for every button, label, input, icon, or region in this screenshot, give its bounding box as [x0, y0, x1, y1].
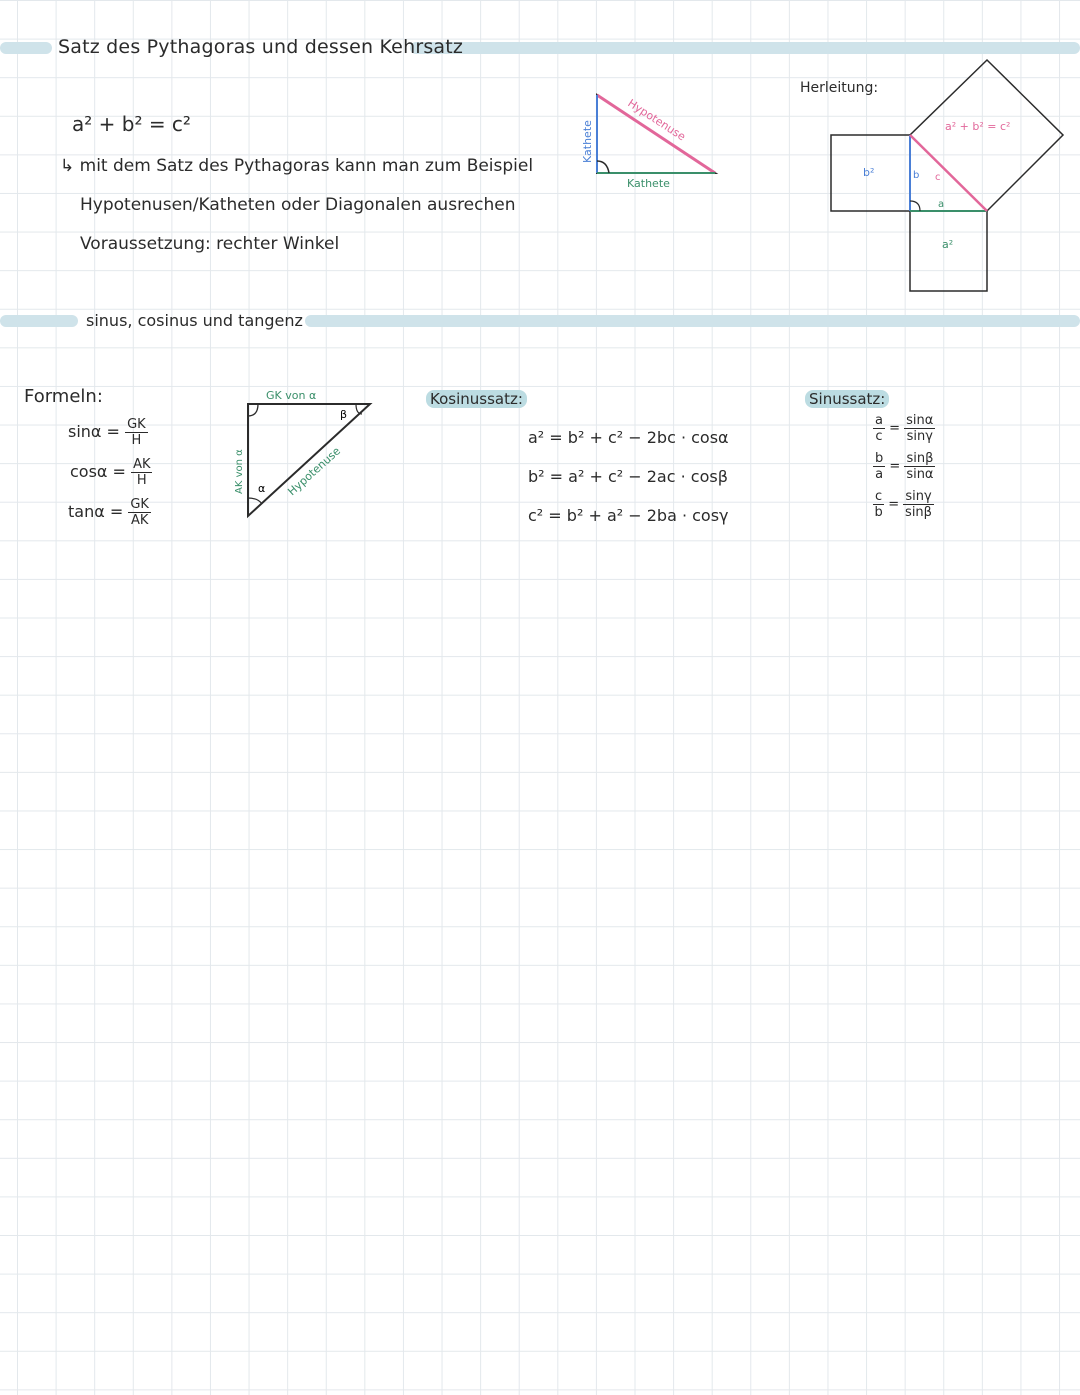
voraussetzung-label: Voraussetzung: [80, 234, 211, 254]
trig-triangle [228, 386, 378, 521]
sinus-row2-lnum: b [875, 451, 884, 466]
sinus-row2-lden: a [875, 467, 884, 482]
sinus-row3-rnum: sinγ [905, 489, 932, 504]
explanation-line-3 [80, 234, 339, 254]
gk-label: GK von α [266, 389, 317, 402]
section1-title: Satz des Pythagoras und dessen Kehrsatz [58, 36, 464, 58]
kosinussatz-label [426, 390, 527, 408]
square-c [910, 60, 1063, 211]
formula-sin-lhs: sinα = [68, 422, 120, 441]
kathete-horizontal-label: Kathete [627, 177, 670, 190]
explanation-line-1: ↳ mit dem Satz des Pythagoras kann man zum Beispiel [60, 156, 534, 176]
voraussetzung-value: rechter Winkel [216, 234, 340, 254]
herleitung-diagram [825, 58, 1070, 298]
side-a-label: a [938, 199, 945, 210]
sinussatz-row-2 [873, 452, 935, 481]
sinus-row3-lnum: c [875, 489, 883, 504]
kosinussatz-formula-3: c² = b² + a² − 2ba · cosγ [528, 506, 729, 525]
kosinussatz-formula-1: a² = b² + c² − 2bc · cosα [528, 428, 729, 447]
right-angle-mark [597, 161, 609, 173]
formula-tan-fraction [128, 498, 151, 527]
sinus-row3-right [903, 490, 933, 519]
kosinussatz-label-text: Kosinussatz: [426, 390, 527, 408]
square-a-label: a² [942, 238, 954, 251]
formula-sin-fraction [125, 418, 148, 447]
formula-cos-num: AK [133, 457, 151, 472]
section2-title: sinus, cosinus und tangenz [86, 311, 303, 330]
sinus-row3-left [873, 490, 884, 519]
sinussatz-row-3 [873, 490, 934, 519]
sinus-row1-lnum: a [875, 413, 883, 428]
title-band-left [0, 42, 52, 54]
formula-tan-den: AK [130, 513, 149, 528]
sinus-row2-left [873, 452, 885, 481]
sinus-row2-rden: sinα [906, 467, 934, 482]
sinus-row1-rden: sinγ [906, 429, 933, 444]
sinussatz-row-1 [873, 414, 935, 443]
pythagoras-equation: a² + b² = c² [72, 112, 191, 136]
side-c-line [910, 135, 987, 211]
formula-cos [70, 458, 152, 487]
ak-label: AK von α [234, 449, 245, 494]
side-c-label: c [935, 172, 941, 183]
right-angle-mark-3 [248, 404, 258, 416]
sinus-row2-eq: = [889, 459, 901, 474]
sinus-row1-lden: c [875, 429, 883, 444]
side-b-label: b [913, 170, 920, 181]
sinus-row2-rnum: sinβ [906, 451, 934, 466]
sinus-row3-lden: b [874, 505, 883, 520]
right-angle-mark-2 [910, 201, 920, 211]
square-a [910, 211, 987, 291]
sinus-row3-eq: = [888, 497, 900, 512]
sinus-row2-right [904, 452, 935, 481]
formula-tan-num: GK [130, 497, 149, 512]
hypotenuse-line [597, 95, 715, 173]
kathete-vertical-label: Kathete [581, 120, 594, 163]
hyp-label: Hypotenuse [285, 444, 344, 499]
formula-tan-lhs: tanα = [68, 502, 124, 521]
sinus-row1-left [873, 414, 885, 443]
alpha-label: α [258, 482, 266, 495]
section2-band-right [305, 315, 1080, 327]
sinussatz-label-text: Sinussatz: [805, 390, 889, 408]
formeln-label: Formeln: [24, 386, 103, 407]
formula-sin-den: H [131, 433, 142, 448]
formula-cos-lhs: cosα = [70, 462, 126, 481]
pythagoras-triangle [575, 85, 735, 195]
formula-sin [68, 418, 148, 447]
formula-tan [68, 498, 151, 527]
title-band-right [410, 42, 1080, 54]
sinus-row3-rden: sinβ [905, 505, 932, 520]
sinus-row1-rnum: sinα [906, 413, 934, 428]
section2-band-left [0, 315, 78, 327]
sinussatz-label [805, 390, 889, 408]
kosinussatz-formula-2: b² = a² + c² − 2ac · cosβ [528, 467, 728, 486]
sinus-row1-right [904, 414, 935, 443]
square-b-label: b² [863, 166, 875, 179]
beta-label: β [340, 408, 348, 421]
formula-sin-num: GK [127, 417, 146, 432]
alpha-arc [248, 498, 262, 504]
square-c-label: a² + b² = c² [945, 120, 1011, 133]
hypotenuse-label: Hypotenuse [625, 96, 688, 144]
sinus-row1-eq: = [889, 421, 901, 436]
formula-cos-den: H [136, 473, 147, 488]
explanation-line-2: Hypotenusen/Katheten oder Diagonalen ausrechen [80, 195, 516, 215]
formula-cos-fraction [131, 458, 152, 487]
herleitung-label: Herleitung: [800, 80, 879, 96]
